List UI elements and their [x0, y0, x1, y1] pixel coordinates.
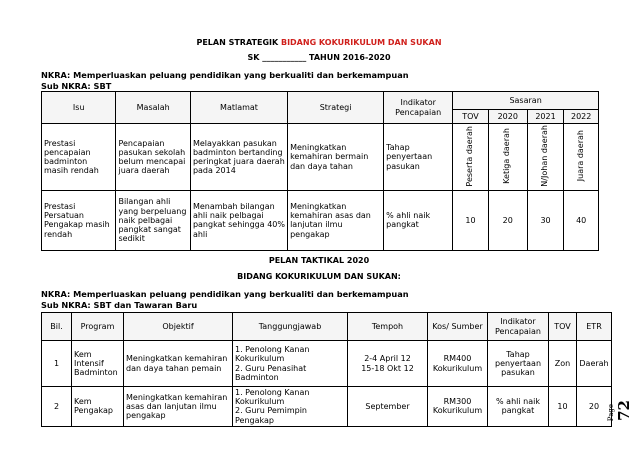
table-row [42, 341, 612, 387]
cell-etr: 20 [577, 387, 612, 427]
cell-tanggungjawab [233, 341, 348, 387]
cell-tov: 10 [549, 387, 577, 427]
cell-2021: N/Johan daerah [540, 125, 550, 187]
cell-2020: 20 [488, 190, 527, 250]
cell-matlamat: Menambah bilangan ahli naik pelbagai pangkat sehingga 40% ahli [190, 190, 287, 250]
cell-indikator: Tahap penyertaan pasukan [488, 341, 549, 387]
cell-tempoh [348, 341, 428, 387]
cell-isu: Prestasi Persatuan Pengakap masih rendah [42, 190, 116, 250]
table-row [42, 387, 612, 427]
cell-2021: 30 [527, 190, 564, 250]
tanggungjawab-line: 1. Penolong Kanan Kokurikulum [235, 388, 310, 407]
cell-2020: Ketiga daerah [502, 127, 512, 184]
table-row [42, 190, 599, 250]
strategic-plan-table [41, 91, 599, 251]
cell-isu: Prestasi pencapaian badminton masih rendah [42, 124, 116, 191]
header-tanggungjawab: Tanggungjawab [233, 313, 348, 341]
cell-objektif: Meningkatkan kemahiran dan daya tahan pemain [124, 341, 233, 387]
page-number [608, 400, 632, 425]
tactical-plan-title: PELAN TAKTIKAL 2020 [268, 256, 370, 265]
cell-program: Kem Pengakap [72, 387, 124, 427]
nkra-text: NKRA: Memperluaskan peluang pendidikan yang berkualiti dan berkemampuan [41, 289, 409, 299]
header-kos: Kos/ Sumber [428, 313, 488, 341]
cell-tov: Zon [549, 341, 577, 387]
cell-tempoh: September [348, 387, 428, 427]
header-objektif: Objektif [124, 313, 233, 341]
header-indikator: Indikator Pencapaian [384, 92, 453, 124]
tempoh-line: 15-18 Okt 12 [361, 363, 414, 373]
cell-bil: 2 [42, 387, 72, 427]
cell-tov: 10 [453, 190, 489, 250]
strategic-plan-title: PELAN STRATEGIK BIDANG KOKURIKULUM DAN SUKAN [196, 38, 442, 47]
tanggungjawab-line: 1. Penolong Kanan Kokurikulum [235, 345, 310, 364]
header-tempoh: Tempoh [348, 313, 428, 341]
cell-tov: Peserta daerah [465, 125, 475, 187]
header-bil: Bil. [42, 313, 72, 341]
cell-indikator: % ahli naik pangkat [384, 190, 453, 250]
page-number-value: 72 [614, 400, 633, 421]
tactical-plan-subtitle: BIDANG KOKURIKULUM DAN SUKAN: [237, 272, 401, 281]
cell-kos: RM300 Kokurikulum [428, 387, 488, 427]
header-isu: Isu [42, 92, 116, 124]
cell-strategi: Meningkatkan kemahiran bermain dan daya tahan [288, 124, 384, 191]
header-matlamat: Matlamat [190, 92, 287, 124]
header-masalah: Masalah [116, 92, 190, 124]
cell-etr: Daerah [577, 341, 612, 387]
cell-kos: RM400 Kokurikulum [428, 341, 488, 387]
tanggungjawab-line: 2. Guru Penasihat Badminton [235, 363, 307, 382]
header-sasaran: Sasaran [453, 92, 599, 110]
cell-indikator: Tahap penyertaan pasukan [384, 124, 453, 191]
header-2022: 2022 [564, 110, 599, 124]
tempoh-line: 2-4 April 12 [364, 354, 411, 364]
cell-masalah: Pencapaian pasukan sekolah belum mencapai juara daerah [116, 124, 190, 191]
header-2021: 2021 [527, 110, 564, 124]
header-indikator: Indikator Pencapaian [488, 313, 549, 341]
sub-nkra-text: Sub NKRA: SBT dan Tawaran Baru [41, 300, 198, 310]
cell-2022: Juara daerah [575, 130, 585, 182]
header-2020: 2020 [488, 110, 527, 124]
tactical-plan-table [41, 312, 612, 427]
strategic-plan-subtitle: SK ___________ TAHUN 2016-2020 [247, 53, 391, 62]
header-strategi: Strategi [288, 92, 384, 124]
cell-masalah: Bilangan ahli yang berpeluang naik pelbagai pangkat sangat sedikit [116, 190, 190, 250]
tanggungjawab-line: 2. Guru Pemimpin Pengakap [235, 406, 307, 425]
table-row [42, 124, 599, 191]
header-etr: ETR [577, 313, 612, 341]
cell-strategi: Meningkatkan kemahiran asas dan lanjutan ilmu pengakap [288, 190, 384, 250]
cell-program: Kem Intensif Badminton [72, 341, 124, 387]
cell-bil: 1 [42, 341, 72, 387]
header-tov: TOV [453, 110, 489, 124]
cell-2022: 40 [564, 190, 599, 250]
sub-nkra-text: Sub NKRA: SBT [41, 81, 112, 91]
header-program: Program [72, 313, 124, 341]
nkra-text: NKRA: Memperluaskan peluang pendidikan yang berkualiti dan berkemampuan [41, 70, 409, 80]
header-tov: TOV [549, 313, 577, 341]
cell-objektif: Meningkatkan kemahiran asas dan lanjutan ilmu pengakap [124, 387, 233, 427]
cell-tanggungjawab [233, 387, 348, 427]
cell-indikator: % ahli naik pangkat [488, 387, 549, 427]
page-label: Page [606, 403, 615, 421]
cell-matlamat: Melayakkan pasukan badminton bertanding peringkat juara daerah pada 2014 [190, 124, 287, 191]
